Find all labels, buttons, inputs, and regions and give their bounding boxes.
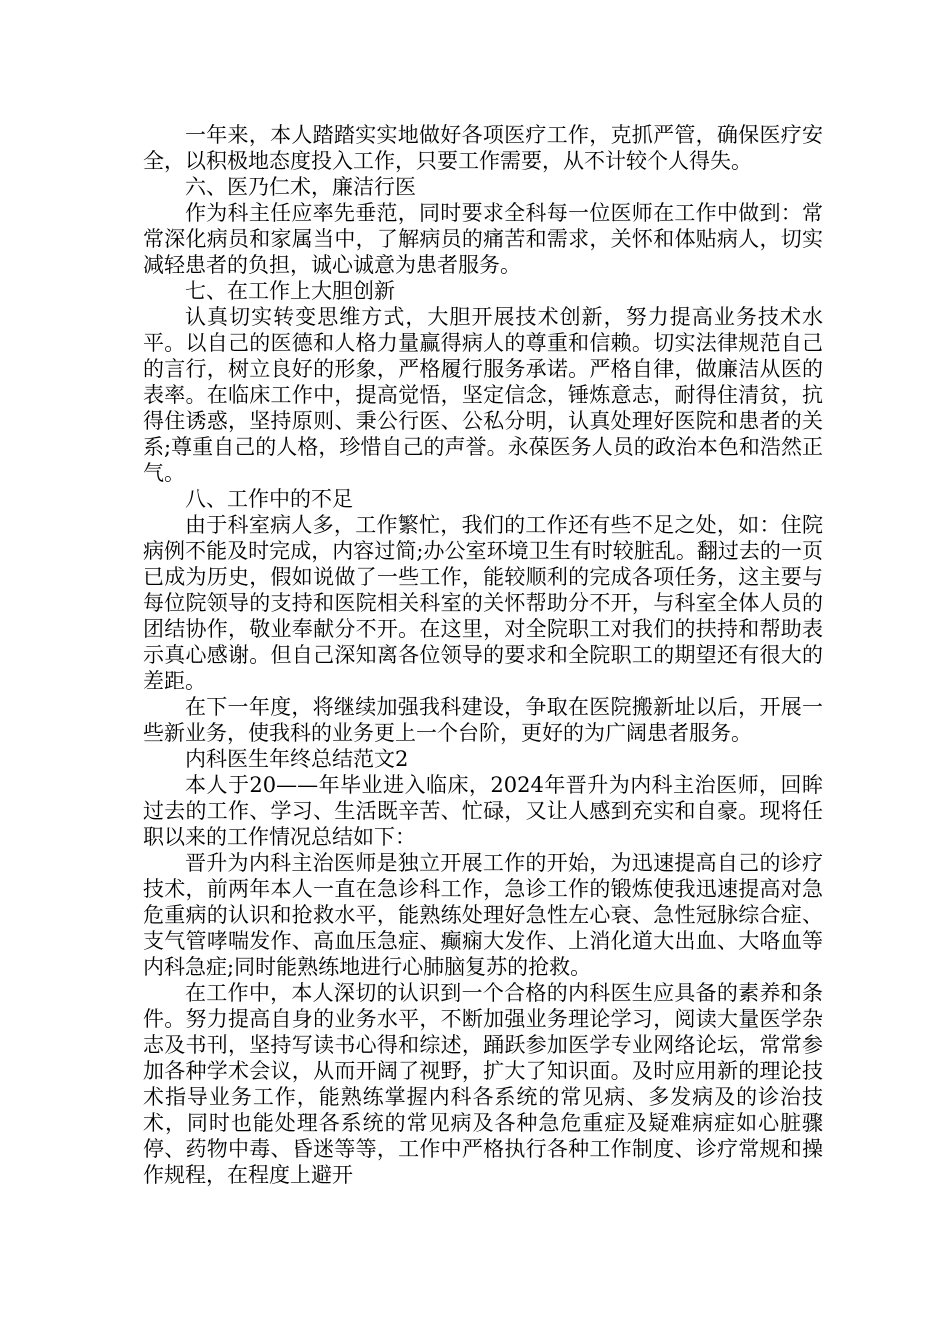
paragraph: 在下一年度，将继续加强我科建设，争取在医院搬新址以后，开展一些新业务，使我科的业务更上一个台阶，更好的为广阔患者服务。 (143, 695, 823, 745)
paragraph: 作为科主任应率先垂范，同时要求全科每一位医师在工作中做到：常常深化病员和家属当中，了解病员的痛苦和需求，关怀和体贴病人，切实减轻患者的负担，诚心诚意为患者服务。 (143, 201, 823, 277)
paragraph: 晋升为内科主治医师是独立开展工作的开始，为迅速提高自己的诊疗技术，前两年本人一直在急诊科工作，急诊工作的锻炼使我迅速提高对急危重病的认识和抢救水平，能熟练处理好急性左心衰、急性冠脉综合症、支气管哮喘发作、高血压急症、癫痫大发作、上消化道大出血、大咯血等内科急症;同时能熟练地进行心肺脑复苏的抢救。 (143, 851, 823, 979)
paragraph: 本人于20——年毕业进入临床，2024年晋升为内科主治医师，回眸过去的工作、学习、生活既辛苦、忙碌，又让人感到充实和自豪。现将任职以来的工作情况总结如下： (143, 773, 823, 849)
paragraph: 在工作中，本人深切的认识到一个合格的内科医生应具备的素养和条件。努力提高自身的业务水平，不断加强业务理论学习，阅读大量医学杂志及书刊，坚持写读书心得和综述，踊跃参加医学专业网络论坛，常常参加各种学术会议，从而开阔了视野，扩大了知识面。及时应用新的理论技术指导业务工作，能熟练掌握内科各系统的常见病、多发病及的诊治技术，同时也能处理各系统的常见病及各种急危重症及疑难病症如心脏骤停、药物中毒、昏迷等等，工作中严格执行各种工作制度、诊疗常规和操作规程，在程度上避开 (143, 981, 823, 1187)
paragraph: 由于科室病人多，工作繁忙，我们的工作还有些不足之处，如：住院病例不能及时完成，内容过简;办公室环境卫生有时较脏乱。翻过去的一页已成为历史，假如说做了一些工作，能较顺利的完成各项任务，这主要与每位院领导的支持和医院相关科室的关怀帮助分不开，与科室全体人员的团结协作，敬业奉献分不开。在这里，对全院职工对我们的扶持和帮助表示真心感谢。但自己深知离各位领导的要求和全院职工的期望还有很大的差距。 (143, 513, 823, 693)
section-heading: 七、在工作上大胆创新 (185, 279, 395, 303)
article-title: 内科医生年终总结范文2 (185, 747, 409, 771)
paragraph: 认真切实转变思维方式，大胆开展技术创新，努力提高业务技术水平。以自己的医德和人格力量赢得病人的尊重和信赖。切实法律规范自己的言行，树立良好的形象，严格履行服务承诺。严格自律，做廉洁从医的表率。在临床工作中，提高觉悟，坚定信念，锤炼意志，耐得住清贫，抗得住诱惑，坚持原则、秉公行医、公私分明，认真处理好医院和患者的关系;尊重自己的人格，珍惜自己的声誉。永葆医务人员的政治本色和浩然正气。 (143, 305, 823, 485)
paragraph: 一年来，本人踏踏实实地做好各项医疗工作，克抓严管，确保医疗安全，以积极地态度投入工作，只要工作需要，从不计较个人得失。 (143, 123, 823, 173)
document-body (143, 122, 823, 1188)
section-heading: 八、工作中的不足 (185, 487, 353, 511)
section-heading: 六、医乃仁术，廉洁行医 (185, 175, 416, 199)
